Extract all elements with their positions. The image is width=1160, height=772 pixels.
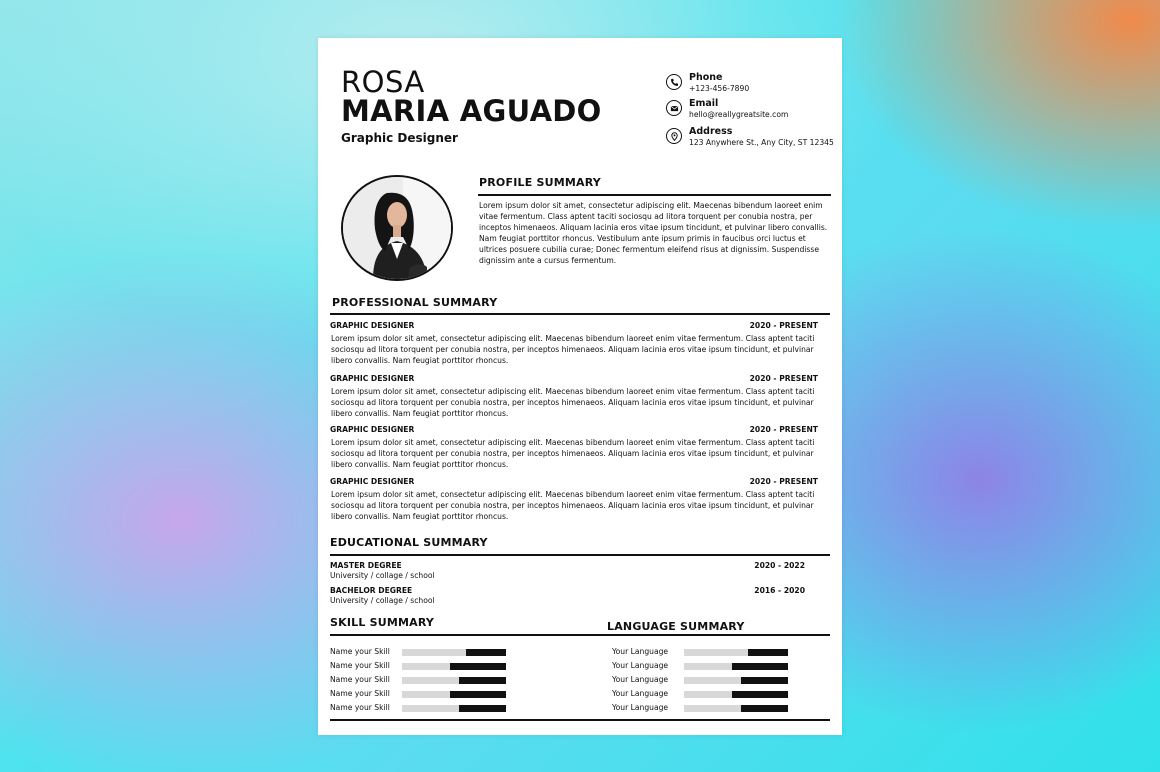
- location-pin-icon: [666, 128, 682, 144]
- phone-icon: [666, 74, 682, 90]
- profile-photo: [341, 175, 453, 281]
- language-summary-title: LANGUAGE SUMMARY: [607, 620, 745, 633]
- language-row: [612, 689, 812, 703]
- skill-name: Name your Skill: [330, 703, 390, 712]
- job-entry-description: Lorem ipsum dolor sit amet, consectetur adipiscing elit. Maecenas bibendum laoreet enim vitae fermentum. Class aptent taciti sociosqu ad litora torquent per conubia nostra, per inceptos himenaeos. Aliquam lacinia eros vitae ipsum tincidunt, et pulvinar libero convallis. Nam feugiat porttitor rhoncus.: [331, 438, 815, 469]
- skill-row: [330, 647, 530, 661]
- contact-label: Phone: [689, 72, 723, 83]
- contact-label: Address: [689, 126, 733, 137]
- skill-list: [330, 647, 530, 717]
- job-entry-title: GRAPHIC DESIGNER: [330, 374, 415, 383]
- language-name: Your Language: [612, 703, 669, 712]
- contact-label: Email: [689, 98, 719, 109]
- education-school: University / collage / school: [330, 571, 435, 580]
- job-entry-description: Lorem ipsum dolor sit amet, consectetur adipiscing elit. Maecenas bibendum laoreet enim vitae fermentum. Class aptent taciti sociosqu ad litora torquent per conubia nostra, per inceptos himenaeos. Aliquam lacinia eros vitae ipsum tincidunt, et pulvinar libero convallis. Nam feugiat porttitor rhoncus.: [331, 387, 815, 418]
- skill-level-bar: [402, 663, 506, 670]
- skill-level-fill: [459, 705, 506, 712]
- job-entry: [330, 477, 818, 522]
- education-dates: 2020 - 2022: [754, 561, 805, 570]
- job-title: Graphic Designer: [341, 131, 458, 145]
- language-name: Your Language: [612, 689, 669, 698]
- education-entry: [330, 586, 805, 606]
- language-level-fill: [732, 663, 788, 670]
- language-level-bar: [684, 705, 788, 712]
- profile-summary-text: Lorem ipsum dolor sit amet, consectetur adipiscing elit. Maecenas bibendum laoreet enim vitae fermentum. Class aptent taciti sociosqu ad litora torquent per conubia nostra, per inceptos himenaeos. Aliquam lacinia eros vitae ipsum tincidunt, et pulvinar libero convallis. Nam feugiat porttitor rhoncus. Vestibulum ante ipsum primis in faucibus orci luctus et ultrices posuere cubilia curae; Donec fermentum eleifend risus at dignissim. Suspendisse dignissim ante a cursus fermentum.: [479, 201, 828, 265]
- profile-summary-title: PROFILE SUMMARY: [479, 176, 601, 189]
- skill-row: [330, 661, 530, 675]
- contact-value: hello@reallygreatsite.com: [689, 110, 789, 119]
- bottom-divider: [330, 719, 830, 721]
- skill-level-fill: [450, 691, 506, 698]
- educational-summary-title: EDUCATIONAL SUMMARY: [330, 536, 488, 549]
- professional-summary-title: PROFESSIONAL SUMMARY: [332, 296, 498, 309]
- language-row: [612, 675, 812, 689]
- job-entry-description: Lorem ipsum dolor sit amet, consectetur adipiscing elit. Maecenas bibendum laoreet enim vitae fermentum. Class aptent taciti sociosqu ad litora torquent per conubia nostra, per inceptos himenaeos. Aliquam lacinia eros vitae ipsum tincidunt, et pulvinar libero convallis. Nam feugiat porttitor rhoncus.: [331, 334, 815, 365]
- section-divider: [330, 634, 830, 636]
- language-level-bar: [684, 691, 788, 698]
- language-level-fill: [732, 691, 788, 698]
- mail-icon: [666, 100, 682, 116]
- language-level-bar: [684, 663, 788, 670]
- skill-name: Name your Skill: [330, 675, 390, 684]
- job-entry: [330, 321, 818, 366]
- education-degree: BACHELOR DEGREE: [330, 586, 413, 595]
- contact-address: [666, 128, 836, 152]
- language-row: [612, 647, 812, 661]
- language-level-fill: [741, 705, 788, 712]
- skill-name: Name your Skill: [330, 689, 390, 698]
- language-name: Your Language: [612, 675, 669, 684]
- language-name: Your Language: [612, 647, 669, 656]
- section-divider: [478, 194, 831, 196]
- contact-email: [666, 100, 836, 124]
- skill-level-fill: [459, 677, 506, 684]
- language-name: Your Language: [612, 661, 669, 670]
- skill-row: [330, 689, 530, 703]
- skill-level-fill: [466, 649, 506, 656]
- education-school: University / collage / school: [330, 596, 435, 605]
- resume-page: [318, 38, 842, 735]
- first-name: ROSA: [341, 65, 425, 99]
- skill-summary-title: SKILL SUMMARY: [330, 616, 435, 629]
- contact-value: +123-456-7890: [689, 84, 750, 93]
- education-degree: MASTER DEGREE: [330, 561, 402, 570]
- skill-row: [330, 703, 530, 717]
- skill-level-bar: [402, 677, 506, 684]
- education-dates: 2016 - 2020: [754, 586, 805, 595]
- job-entry-title: GRAPHIC DESIGNER: [330, 425, 415, 434]
- job-entry-dates: 2020 - PRESENT: [749, 477, 818, 486]
- language-row: [612, 661, 812, 675]
- job-entry-dates: 2020 - PRESENT: [749, 425, 818, 434]
- job-entry-title: GRAPHIC DESIGNER: [330, 321, 415, 330]
- job-entry-description: Lorem ipsum dolor sit amet, consectetur adipiscing elit. Maecenas bibendum laoreet enim vitae fermentum. Class aptent taciti sociosqu ad litora torquent per conubia nostra, per inceptos himenaeos. Aliquam lacinia eros vitae ipsum tincidunt, et pulvinar libero convallis. Nam feugiat porttitor rhoncus.: [331, 490, 815, 521]
- job-entry: [330, 425, 818, 470]
- job-entry-dates: 2020 - PRESENT: [749, 374, 818, 383]
- job-entry-dates: 2020 - PRESENT: [749, 321, 818, 330]
- job-entry-title: GRAPHIC DESIGNER: [330, 477, 415, 486]
- section-divider: [330, 313, 830, 315]
- skill-level-bar: [402, 705, 506, 712]
- language-level-fill: [741, 677, 788, 684]
- skill-level-bar: [402, 691, 506, 698]
- language-list: [612, 647, 812, 717]
- section-divider: [330, 554, 830, 556]
- skill-name: Name your Skill: [330, 661, 390, 670]
- skill-name: Name your Skill: [330, 647, 390, 656]
- last-name: MARIA AGUADO: [341, 94, 602, 128]
- language-level-bar: [684, 649, 788, 656]
- skill-level-bar: [402, 649, 506, 656]
- contact-value: 123 Anywhere St., Any City, ST 12345: [689, 138, 834, 147]
- language-level-fill: [748, 649, 788, 656]
- job-entry: [330, 374, 818, 419]
- language-level-bar: [684, 677, 788, 684]
- language-row: [612, 703, 812, 717]
- skill-level-fill: [450, 663, 506, 670]
- skill-row: [330, 675, 530, 689]
- education-entry: [330, 561, 805, 581]
- contact-phone: [666, 74, 836, 98]
